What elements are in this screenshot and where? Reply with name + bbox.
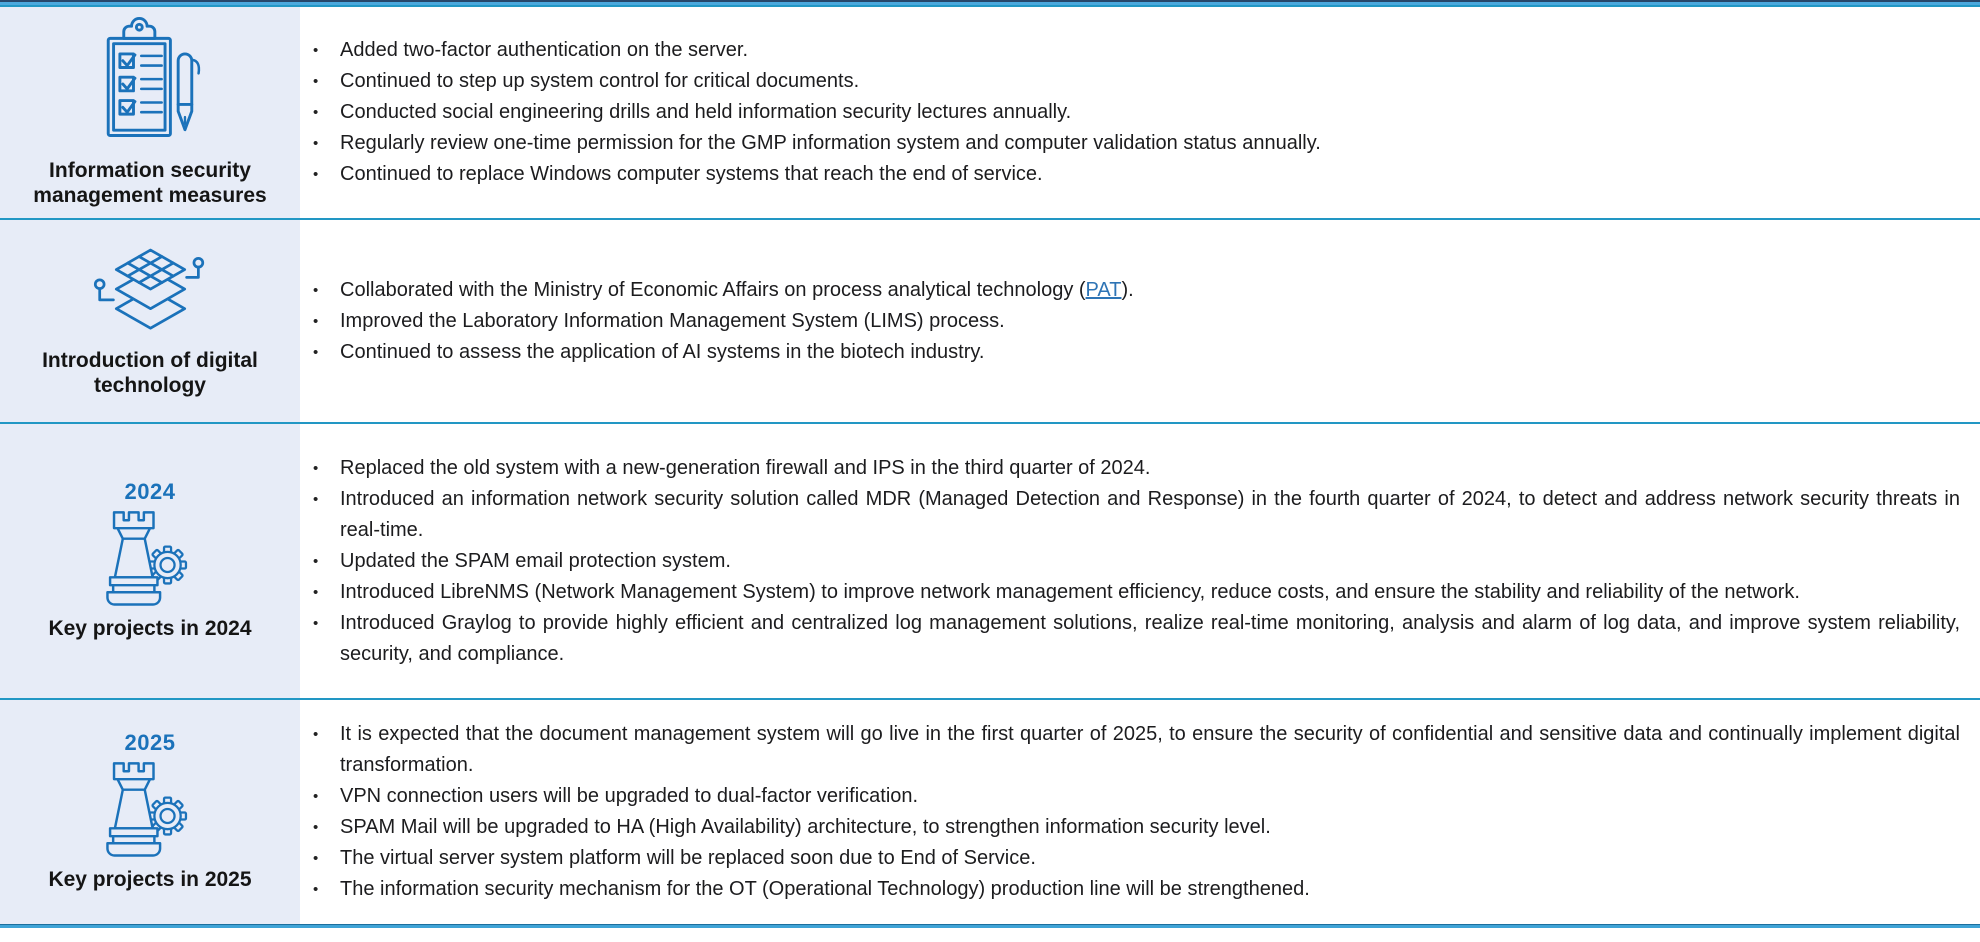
bullet-list [300,453,1960,670]
clipboard-checklist-icon [99,17,201,153]
row-label-line: Information security [49,159,251,182]
bullet-item: • Updated the SPAM email protection system. [300,546,1960,577]
row-key-projects-2024 [0,422,1980,698]
row-information-security-management-measures [0,5,1980,218]
bullet-item: • Conducted social engineering drills and held information security lectures annually. [300,97,1960,128]
bullet-item: • Continued to replace Windows computer systems that reach the end of service. [300,159,1960,190]
bullet-item: • Introduced Graylog to provide highly efficient and centralized log management solutions, realize real-time monitoring, analysis and alarm of log data, and improve system reliability, security, and compliance. [300,608,1960,670]
row-label-line: Key projects in 2024 [48,617,252,640]
left-cell-key-projects-2025 [0,700,300,924]
bullet-item: • The virtual server system platform will be replaced soon due to End of Service. [300,843,1960,874]
bullet-item [300,275,1960,306]
bullet-list [300,275,1960,368]
row-label [48,867,251,892]
bullet-item: • Replaced the old system with a new-generation firewall and IPS in the third quarter of 2024. [300,453,1960,484]
row-label [33,158,266,208]
row-introduction-of-digital-technology [0,218,1980,422]
bullet-item: • Introduced an information network security solution called MDR (Managed Detection and Response) in the fourth quarter of 2024, to detect and address network security threats in real-time. [300,484,1960,546]
digital-layers-icon [87,245,214,343]
row-label [48,616,251,641]
bullet-item: • Improved the Laboratory Information Management System (LIMS) process. [300,306,1960,337]
row-label [42,348,258,398]
left-cell-key-projects-2024 [0,424,300,698]
row-label-line: technology [93,373,206,397]
bullet-item: • SPAM Mail will be upgraded to HA (High Availability) architecture, to strengthen information security level. [300,812,1960,843]
bullet-item: • Continued to assess the application of AI systems in the biotech industry. [300,337,1960,368]
chess-rook-gear-icon [100,505,200,611]
bullet-text: ). [1121,278,1134,301]
row-label-line: Introduction of digital [42,348,258,372]
bullet-item: • Regularly review one-time permission for the GMP information system and computer validation status annually. [300,128,1960,159]
left-cell-information-security [0,7,300,218]
year-badge: 2025 [124,730,176,755]
row-label-line: management measures [33,184,267,207]
pat-link[interactable]: PAT [1085,278,1122,301]
left-cell-digital-technology [0,220,300,422]
year-badge: 2024 [124,479,176,504]
right-cell-information-security [300,7,1980,218]
bullet-text: Collaborated with the Ministry of Economic Affairs on process analytical technology ( [340,278,1086,301]
bullet-item: • Continued to step up system control for critical documents. [300,66,1960,97]
chess-rook-gear-icon [100,756,200,862]
row-key-projects-2025 [0,698,1980,924]
right-cell-key-projects-2024 [300,424,1980,698]
bullet-item: • VPN connection users will be upgraded to dual-factor verification. [300,781,1960,812]
bullet-item: • Introduced LibreNMS (Network Management System) to improve network management efficiency, reduce costs, and ensure the stability and reliability of the network. [300,577,1960,608]
bullet-item: • Added two-factor authentication on the server. [300,35,1960,66]
bullet-item: • The information security mechanism for the OT (Operational Technology) production line will be strengthened. [300,874,1960,905]
right-cell-digital-technology [300,220,1980,422]
bullet-item: • It is expected that the document management system will go live in the first quarter of 2025, to ensure the security of confidential and sensitive data and continually implement digital transformation. [300,719,1960,781]
bullet-list [300,719,1960,905]
right-cell-key-projects-2025 [300,700,1980,924]
bullet-list [300,35,1960,190]
row-label-line: Key projects in 2025 [48,868,252,891]
bottom-border-blue [0,925,1980,928]
